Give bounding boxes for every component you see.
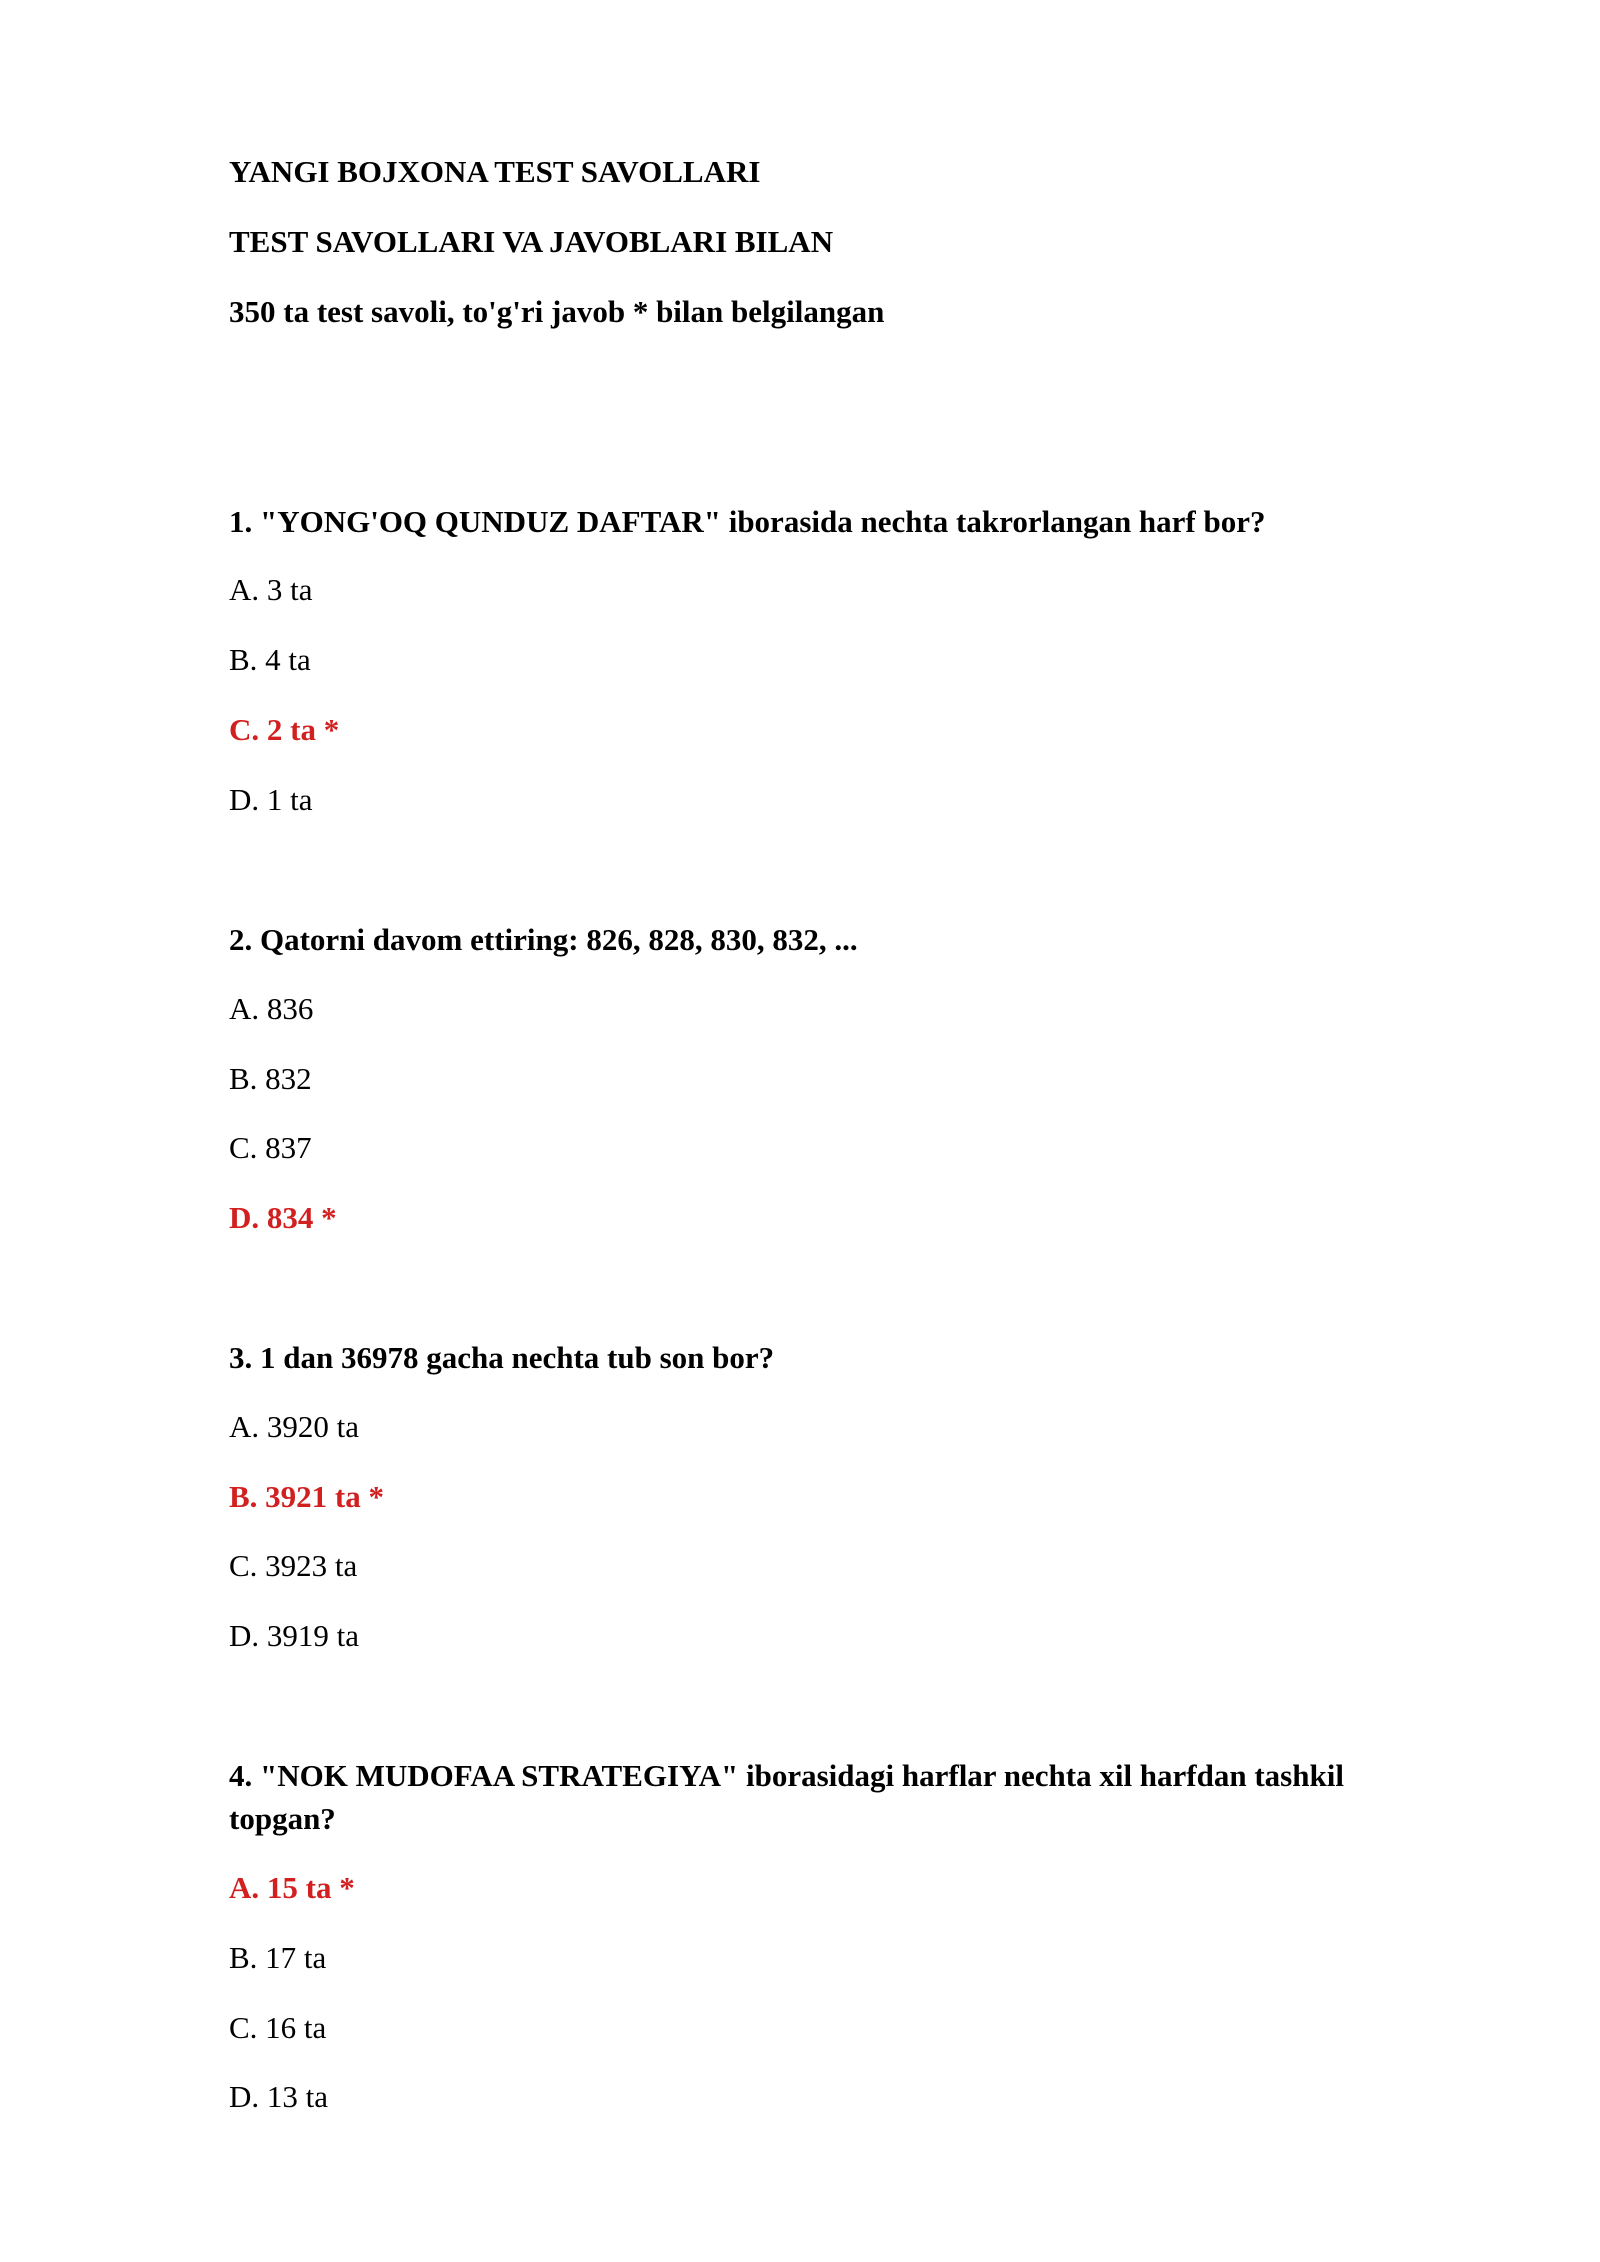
q1-option-a: A. 3 ta (229, 572, 313, 607)
q1-option-b: B. 4 ta (229, 642, 311, 677)
q4-option-d: D. 13 ta (229, 2079, 329, 2114)
q3-option-a: A. 3920 ta (229, 1409, 360, 1444)
question-4: 4. "NOK MUDOFAA STRATEGIYA" iborasidagi harflar nechta xil harfdan tashkil topgan? (229, 1758, 1344, 1836)
question-3: 3. 1 dan 36978 gacha nechta tub son bor? (229, 1340, 775, 1375)
q2-option-b: B. 832 (229, 1061, 312, 1096)
q3-option-b-correct: B. 3921 ta * (229, 1479, 384, 1514)
q2-option-a: A. 836 (229, 991, 314, 1026)
q3-option-c: C. 3923 ta (229, 1548, 358, 1583)
question-1: 1. "YONG'OQ QUNDUZ DAFTAR" iborasida nechta takrorlangan harf bor? (229, 504, 1266, 539)
q1-option-d: D. 1 ta (229, 782, 313, 817)
q4-option-b: B. 17 ta (229, 1940, 327, 1975)
q4-option-a-correct: A. 15 ta * (229, 1870, 355, 1905)
q1-option-c-correct: C. 2 ta * (229, 712, 340, 747)
document-subtitle: TEST SAVOLLARI VA JAVOBLARI BILAN (229, 224, 834, 259)
q4-option-c: C. 16 ta (229, 2010, 327, 2045)
question-2: 2. Qatorni davom ettiring: 826, 828, 830, 832, ... (229, 922, 858, 957)
q3-option-d: D. 3919 ta (229, 1618, 360, 1653)
document-title: YANGI BOJXONA TEST SAVOLLARI (229, 154, 761, 189)
document-description: 350 ta test savoli, to'g'ri javob * bilan belgilangan (229, 294, 885, 329)
q2-option-c: C. 837 (229, 1130, 312, 1165)
q2-option-d-correct: D. 834 * (229, 1200, 337, 1235)
